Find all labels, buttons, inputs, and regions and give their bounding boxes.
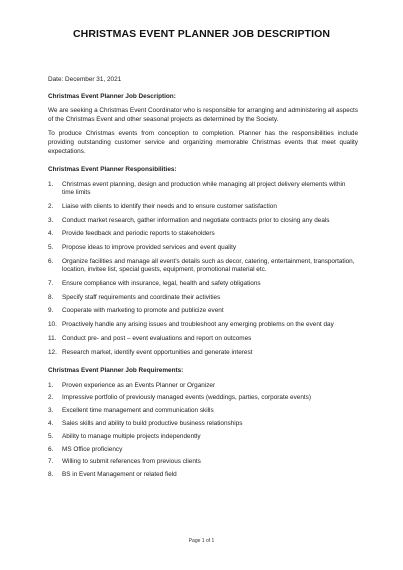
list-item (48, 382, 358, 391)
list-item (48, 280, 358, 289)
list-item-text: Ability to manage multiple projects independently (62, 432, 201, 440)
list-item (48, 181, 358, 198)
list-item-number: 8. (48, 293, 54, 301)
list-item-number: 5. (48, 432, 54, 440)
list-item (48, 471, 358, 480)
list-item-number: 8. (48, 471, 54, 479)
list-item-text: MS Office proficiency (62, 445, 123, 453)
list-item-number: 2. (48, 394, 54, 402)
list-item-number: 4. (48, 420, 54, 428)
list-item-number: 9. (48, 307, 54, 315)
list-item (48, 244, 358, 253)
list-item (48, 321, 358, 330)
list-item-number: 4. (48, 230, 54, 238)
list-item (48, 294, 358, 303)
requirements-heading: Christmas Event Planner Job Requirements: (48, 367, 184, 375)
list-item-text: BS in Event Management or related field (62, 471, 177, 479)
list-item-text: Research market, identify event opportunities and generate interest (62, 348, 253, 356)
list-item (48, 349, 358, 358)
list-item-number: 7. (48, 280, 54, 288)
list-item-text: Christmas event planning, design and production while managing all project delivery elements within time limits (62, 180, 346, 197)
list-item (48, 307, 358, 316)
list-item-text: Liaise with clients to identify their needs and to ensure customer satisfaction (62, 203, 277, 211)
list-item-text: Ensure compliance with insurance, legal, health and safety obligations (62, 280, 261, 288)
job-description-heading: Christmas Event Planner Job Description: (48, 92, 176, 100)
list-item-number: 3. (48, 216, 54, 224)
requirements-list (48, 382, 358, 480)
list-item-text: Conduct pre- and post – event evaluations and report on outcomes (62, 334, 252, 342)
list-item (48, 335, 358, 344)
list-item-text: Proven experience as an Events Planner or Organizer (62, 381, 216, 389)
list-item (48, 258, 358, 275)
list-item-text: Organize facilities and manage all event's details such as decor, catering, entertainment, transportation, location, invitee list, special guests, equipment, promotional material etc. (62, 257, 355, 274)
list-item-text: Cooperate with marketing to promote and publicize event (62, 307, 224, 315)
list-item (48, 230, 358, 239)
list-item (48, 203, 358, 212)
document-title: CHRISTMAS EVENT PLANNER JOB DESCRIPTION (72, 28, 331, 40)
list-item (48, 217, 358, 226)
list-item (48, 446, 358, 455)
list-item-number: 12. (48, 348, 57, 356)
list-item (48, 394, 358, 403)
list-item-number: 6. (48, 257, 54, 265)
list-item (48, 420, 358, 429)
list-item-number: 6. (48, 445, 54, 453)
list-item-text: Propose ideas to improve provided services and event quality (62, 244, 237, 252)
list-item-text: Excellent time management and communication skills (62, 407, 214, 415)
responsibilities-heading: Christmas Event Planner Responsibilities: (48, 166, 177, 174)
job-description-paragraph: To produce Christmas events from conception to completion. Planner has the responsibilities include providing outstanding customer service and organizing memorable Christmas events that meet quality expectations. (48, 130, 358, 155)
list-item-number: 2. (48, 203, 54, 211)
list-item-number: 5. (48, 244, 54, 252)
list-item-number: 3. (48, 407, 54, 415)
list-item-text: Specify staff requirements and coordinate their activities (62, 293, 221, 301)
list-item-text: Provide feedback and periodic reports to stakeholders (62, 230, 215, 238)
list-item-text: Proactively handle any arising issues and troubleshoot any emerging problems on the event day (62, 321, 334, 329)
list-item-text: Impressive portfolio of previously managed events (weddings, parties, corporate events) (62, 394, 312, 402)
list-item (48, 407, 358, 416)
list-item (48, 433, 358, 442)
list-item-text: Conduct market research, gather information and negotiate contracts prior to closing any deals (62, 216, 330, 224)
page-footer: Page 1 of 1 (188, 538, 215, 544)
document-body (48, 76, 358, 490)
job-description-paragraph: We are seeking a Christmas Event Coordinator who is responsible for arranging and administering all aspects of the Christmas Event and other seasonal projects as determined by the Society. (48, 107, 358, 123)
list-item-number: 11. (48, 334, 57, 342)
list-item-number: 7. (48, 458, 54, 466)
document-date: Date: December 31, 2021 (48, 76, 122, 83)
list-item-number: 1. (48, 381, 54, 389)
responsibilities-list (48, 181, 358, 357)
list-item-text: Willing to submit references from previous clients (62, 458, 201, 466)
list-item-number: 10. (48, 321, 57, 329)
list-item (48, 458, 358, 467)
list-item-text: Sales skills and ability to build productive business relationships (62, 420, 243, 428)
list-item-number: 1. (48, 180, 54, 188)
